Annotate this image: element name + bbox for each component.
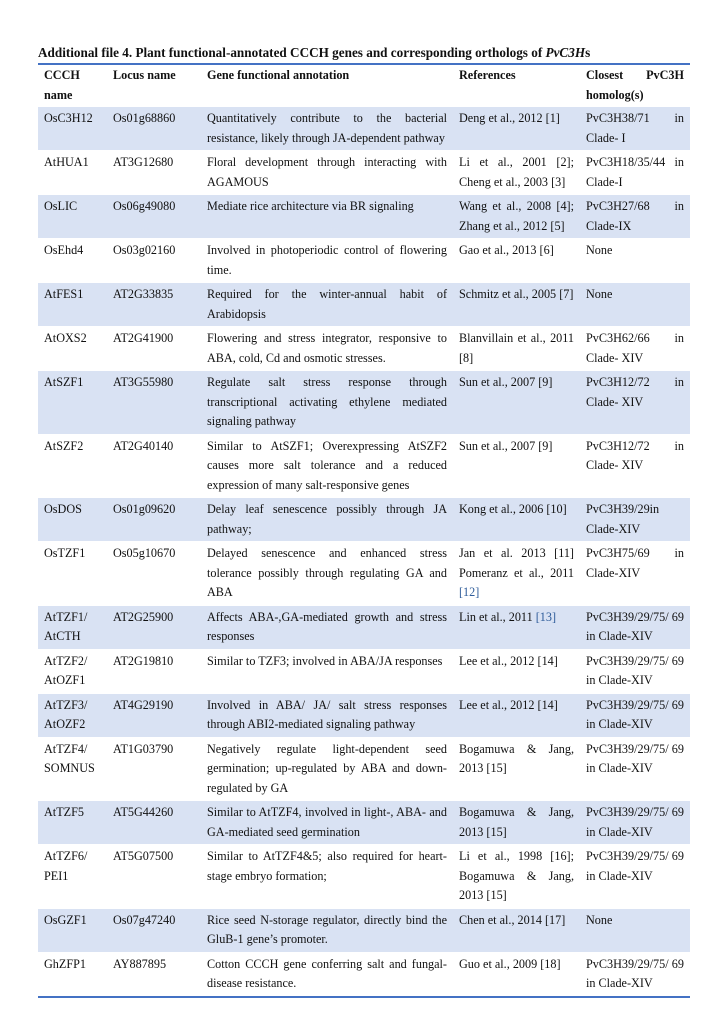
cell-references-text: Guo et al., 2009 [18] — [459, 956, 561, 971]
cell-references — [453, 605, 580, 649]
cell-closest-homolog-text: PvC3H39/29/75/ 69 in Clade-XIV — [586, 849, 684, 883]
cell-references-text: Jan et al. 2013 [11] Pomeranz et al., 2011 — [459, 546, 574, 580]
cell-annotation — [201, 801, 453, 845]
table-row — [38, 434, 690, 498]
cell-closest-homolog — [580, 239, 690, 283]
cell-ccch-name — [38, 952, 107, 997]
cell-references — [453, 434, 580, 498]
cell-ccch-name — [38, 283, 107, 327]
cell-closest-homolog — [580, 327, 690, 371]
document-page — [38, 44, 690, 998]
cell-annotation-text: Involved in photoperiodic control of flowering time. — [207, 243, 447, 277]
cell-ccch-name-text: AtFES1 — [44, 287, 84, 301]
cell-locus-name-text: Os01g68860 — [113, 111, 176, 125]
caption-suffix: s — [585, 45, 591, 60]
table-row — [38, 605, 690, 649]
cell-locus-name-text: Os06g49080 — [113, 199, 176, 213]
cell-closest-homolog — [580, 952, 690, 997]
cell-annotation — [201, 434, 453, 498]
cell-ccch-name-text: OsDOS — [44, 502, 82, 516]
cell-closest-homolog-text: PvC3H39/29/75/ 69 in Clade-XIV — [586, 653, 684, 687]
cell-references — [453, 908, 580, 952]
cell-ccch-name-text: AtTZF5 — [44, 805, 84, 819]
cell-ccch-name-text: OsEhd4 — [44, 243, 84, 257]
cell-annotation — [201, 737, 453, 801]
cell-locus-name-text: AT1G03790 — [113, 741, 174, 756]
cell-closest-homolog-text: PvC3H75/69 in Clade-XIV — [586, 546, 684, 580]
cell-closest-homolog-text: PvC3H39/29in Clade-XIV — [586, 502, 660, 536]
cell-locus-name — [107, 845, 201, 909]
cell-locus-name — [107, 952, 201, 997]
cell-locus-name — [107, 239, 201, 283]
cell-ccch-name — [38, 605, 107, 649]
cell-ccch-name-text: OsC3H12 — [44, 111, 93, 125]
cell-ccch-name — [38, 327, 107, 371]
cell-annotation-text: Regulate salt stress response through transcriptional activating ethylene mediated signaling pathway — [207, 375, 447, 428]
cell-references — [453, 845, 580, 909]
table-body — [38, 107, 690, 997]
table-row — [38, 801, 690, 845]
cell-closest-homolog-text: PvC3H39/29/75/ 69 in Clade-XIV — [586, 956, 684, 990]
cell-closest-homolog-text: PvC3H12/72 in Clade- XIV — [586, 438, 684, 472]
cell-references — [453, 498, 580, 542]
header-locus-name: Locus name — [113, 68, 176, 82]
cell-locus-name-text: Os01g09620 — [113, 502, 176, 516]
cell-locus-name — [107, 649, 201, 693]
cell-closest-homolog — [580, 542, 690, 606]
cell-closest-homolog — [580, 498, 690, 542]
cell-locus-name — [107, 542, 201, 606]
cell-annotation-text: Quantitatively contribute to the bacterial resistance, likely through JA-dependent pathway — [207, 111, 447, 145]
cell-annotation-text: Negatively regulate light-dependent seed germination; up-regulated by ABA and down-regulated by GA — [207, 741, 447, 795]
cell-annotation — [201, 107, 453, 151]
cell-locus-name-text: Os05g10670 — [113, 546, 176, 560]
cell-locus-name — [107, 801, 201, 845]
cell-locus-name — [107, 107, 201, 151]
cell-references-text: Kong et al., 2006 [10] — [459, 502, 567, 516]
cell-references-text: Wang et al., 2008 [4]; Zhang et al., 2012 [5] — [459, 199, 574, 233]
cell-references-text: Lee et al., 2012 [14] — [459, 697, 558, 712]
header-closest-homolog: Closest PvC3H homolog(s) — [586, 68, 684, 102]
cell-annotation — [201, 908, 453, 952]
cell-ccch-name-text: OsTZF1 — [44, 546, 86, 560]
cell-closest-homolog — [580, 151, 690, 195]
cell-locus-name-text: Os07g47240 — [113, 912, 176, 927]
cell-references — [453, 371, 580, 435]
cell-locus-name-text: AT4G29190 — [113, 697, 174, 712]
cell-annotation-text: Flowering and stress integrator, responsive to ABA, cold, Cd and osmotic stresses. — [207, 331, 447, 365]
cell-locus-name-text: AT2G40140 — [113, 438, 174, 453]
table-header-row — [38, 64, 690, 107]
cell-locus-name-text: AT2G19810 — [113, 653, 174, 668]
cell-references — [453, 107, 580, 151]
cell-closest-homolog-text: PvC3H39/29/75/ 69 in Clade-XIV — [586, 697, 684, 731]
header-ccch-name: CCCH name — [44, 68, 80, 102]
cell-references-text: Chen et al., 2014 [17] — [459, 912, 566, 927]
table-row — [38, 737, 690, 801]
cell-references-text: Sun et al., 2007 [9] — [459, 375, 553, 389]
cell-references — [453, 151, 580, 195]
cell-closest-homolog-text: PvC3H27/68 in Clade-IX — [586, 199, 684, 233]
cell-references-text: Deng et al., 2012 [1] — [459, 111, 560, 125]
cell-closest-homolog-text: PvC3H18/35/44 in Clade-I — [586, 155, 684, 189]
cell-closest-homolog — [580, 371, 690, 435]
cell-references — [453, 649, 580, 693]
cell-references — [453, 195, 580, 239]
cell-locus-name-text: Os03g02160 — [113, 243, 176, 257]
table-row — [38, 693, 690, 737]
caption-italic: PvC3H — [545, 45, 586, 60]
cell-locus-name-text: AT2G25900 — [113, 609, 174, 624]
cell-ccch-name-text: OsGZF1 — [44, 912, 87, 927]
cell-closest-homolog — [580, 195, 690, 239]
cell-ccch-name-text: AtOXS2 — [44, 331, 87, 345]
cell-closest-homolog — [580, 605, 690, 649]
cell-closest-homolog-text: PvC3H39/29/75/ 69 in Clade-XIV — [586, 741, 684, 775]
cell-ccch-name — [38, 434, 107, 498]
cell-annotation — [201, 498, 453, 542]
cell-references — [453, 239, 580, 283]
cell-locus-name — [107, 908, 201, 952]
cell-ccch-name — [38, 498, 107, 542]
cell-references-text: Lin et al., 2011 — [459, 609, 536, 624]
cell-locus-name-text: AT3G12680 — [113, 155, 174, 169]
cell-references-text: Li et al., 2001 [2]; Cheng et al., 2003 [3] — [459, 155, 574, 189]
ccch-table — [38, 63, 690, 998]
cell-annotation-text: Delayed senescence and enhanced stress tolerance possibly through regulating GA and ABA — [207, 546, 447, 599]
cell-ccch-name — [38, 239, 107, 283]
cell-closest-homolog — [580, 801, 690, 845]
cell-ccch-name — [38, 371, 107, 435]
cell-annotation — [201, 195, 453, 239]
cell-closest-homolog-text: PvC3H12/72 in Clade- XIV — [586, 375, 684, 409]
cell-ccch-name — [38, 151, 107, 195]
cell-closest-homolog-text: PvC3H39/29/75/ 69 in Clade-XIV — [586, 805, 684, 839]
header-references: References — [459, 68, 516, 82]
cell-locus-name — [107, 737, 201, 801]
cell-locus-name — [107, 151, 201, 195]
table-caption — [38, 44, 690, 63]
cell-ccch-name-text: GhZFP1 — [44, 956, 86, 971]
cell-references — [453, 283, 580, 327]
cell-ccch-name-text: AtTZF4/ SOMNUS — [44, 741, 95, 775]
cell-annotation-text: Involved in ABA/ JA/ salt stress responses through ABI2-mediated signaling pathway — [207, 697, 447, 731]
cell-references — [453, 542, 580, 606]
cell-locus-name-text: AT5G44260 — [113, 805, 174, 819]
cell-annotation-text: Similar to AtTZF4, involved in light-, ABA- and GA-mediated seed germination — [207, 805, 447, 839]
caption-prefix: Additional file 4. Plant functional-annotated CCCH genes and corresponding orthologs of — [38, 45, 546, 60]
cell-annotation — [201, 151, 453, 195]
table-row — [38, 845, 690, 909]
cell-ccch-name — [38, 801, 107, 845]
cell-closest-homolog — [580, 107, 690, 151]
cell-locus-name — [107, 327, 201, 371]
cell-annotation-text: Affects ABA-,GA-mediated growth and stress responses — [207, 609, 447, 643]
cell-annotation-text: Similar to TZF3; involved in ABA/JA responses — [207, 653, 443, 668]
cell-annotation — [201, 239, 453, 283]
cell-locus-name — [107, 605, 201, 649]
cell-references — [453, 327, 580, 371]
table-row — [38, 542, 690, 606]
cell-ccch-name-text: AtTZF6/ PEI1 — [44, 849, 88, 883]
cell-annotation — [201, 371, 453, 435]
reference-link[interactable]: [12] — [459, 585, 480, 599]
cell-closest-homolog — [580, 649, 690, 693]
cell-locus-name-text: AT2G33835 — [113, 287, 174, 301]
cell-annotation-text: Floral development through interacting with AGAMOUS — [207, 155, 447, 189]
table-row — [38, 908, 690, 952]
cell-ccch-name-text: AtTZF2/ AtOZF1 — [44, 653, 88, 687]
cell-references-text: Bogamuwa & Jang, 2013 [15] — [459, 805, 574, 839]
cell-closest-homolog — [580, 908, 690, 952]
cell-references-text: Sun et al., 2007 [9] — [459, 438, 553, 453]
cell-ccch-name-text: AtSZF2 — [44, 438, 84, 453]
cell-annotation — [201, 283, 453, 327]
cell-closest-homolog-text: None — [586, 243, 613, 257]
cell-references-text: Gao et al., 2013 [6] — [459, 243, 554, 257]
cell-references — [453, 693, 580, 737]
cell-references-text: Blanvillain et al., 2011 [8] — [459, 331, 574, 365]
cell-locus-name — [107, 195, 201, 239]
cell-closest-homolog-text: PvC3H62/66 in Clade- XIV — [586, 331, 684, 365]
table-row — [38, 327, 690, 371]
table-row — [38, 107, 690, 151]
cell-locus-name — [107, 283, 201, 327]
cell-locus-name-text: AT3G55980 — [113, 375, 174, 389]
cell-annotation-text: Mediate rice architecture via BR signaling — [207, 199, 414, 213]
cell-ccch-name — [38, 542, 107, 606]
cell-closest-homolog-text: None — [586, 912, 613, 927]
cell-annotation — [201, 952, 453, 997]
cell-references — [453, 737, 580, 801]
cell-ccch-name-text: AtSZF1 — [44, 375, 84, 389]
cell-annotation-text: Delay leaf senescence possibly through JA pathway; — [207, 502, 447, 536]
cell-references — [453, 952, 580, 997]
cell-locus-name — [107, 371, 201, 435]
cell-locus-name — [107, 434, 201, 498]
table-row — [38, 952, 690, 997]
cell-annotation-text: Required for the winter-annual habit of Arabidopsis — [207, 287, 447, 321]
cell-closest-homolog-text: None — [586, 287, 613, 301]
cell-references-text: Bogamuwa & Jang, 2013 [15] — [459, 741, 574, 775]
cell-annotation-text: Rice seed N-storage regulator, directly bind the GluB-1 gene’s promoter. — [207, 912, 447, 946]
table-row — [38, 649, 690, 693]
reference-link[interactable]: [13] — [535, 609, 557, 624]
cell-annotation-text: Similar to AtSZF1; Overexpressing AtSZF2 causes more salt tolerance and a reduced expression of many salt-responsive genes — [207, 438, 447, 492]
cell-annotation — [201, 649, 453, 693]
cell-locus-name-text: AT2G41900 — [113, 331, 174, 345]
cell-locus-name-text: AT5G07500 — [113, 849, 174, 863]
cell-ccch-name — [38, 693, 107, 737]
cell-closest-homolog-text: PvC3H38/71 in Clade- I — [586, 111, 684, 145]
cell-closest-homolog — [580, 693, 690, 737]
cell-locus-name — [107, 498, 201, 542]
table-row — [38, 151, 690, 195]
table-row — [38, 195, 690, 239]
table-row — [38, 283, 690, 327]
cell-references-text: Lee et al., 2012 [14] — [459, 653, 558, 668]
cell-annotation — [201, 605, 453, 649]
cell-closest-homolog — [580, 434, 690, 498]
cell-references-text: Li et al., 1998 [16]; Bogamuwa & Jang, 2013 [15] — [459, 849, 574, 902]
cell-ccch-name — [38, 649, 107, 693]
cell-ccch-name-text: AtHUA1 — [44, 155, 89, 169]
cell-ccch-name — [38, 195, 107, 239]
cell-closest-homolog-text: PvC3H39/29/75/ 69 in Clade-XIV — [586, 609, 684, 643]
cell-locus-name — [107, 693, 201, 737]
cell-closest-homolog — [580, 283, 690, 327]
cell-annotation — [201, 693, 453, 737]
table-row — [38, 239, 690, 283]
cell-ccch-name — [38, 107, 107, 151]
cell-locus-name-text: AY887895 — [113, 956, 167, 971]
cell-closest-homolog — [580, 845, 690, 909]
cell-ccch-name-text: AtTZF1/ AtCTH — [44, 609, 88, 643]
cell-ccch-name — [38, 908, 107, 952]
table-row — [38, 371, 690, 435]
cell-ccch-name — [38, 845, 107, 909]
header-annotation: Gene functional annotation — [207, 68, 350, 82]
cell-annotation-text: Similar to AtTZF4&5; also required for heart-stage embryo formation; — [207, 849, 447, 883]
cell-ccch-name — [38, 737, 107, 801]
cell-references-text: Schmitz et al., 2005 [7] — [459, 287, 574, 301]
cell-ccch-name-text: AtTZF3/ AtOZF2 — [44, 697, 88, 731]
table-row — [38, 498, 690, 542]
cell-annotation — [201, 327, 453, 371]
cell-annotation — [201, 845, 453, 909]
cell-references — [453, 801, 580, 845]
cell-closest-homolog — [580, 737, 690, 801]
cell-annotation — [201, 542, 453, 606]
cell-ccch-name-text: OsLIC — [44, 199, 78, 213]
cell-annotation-text: Cotton CCCH gene conferring salt and fungal-disease resistance. — [207, 956, 447, 990]
